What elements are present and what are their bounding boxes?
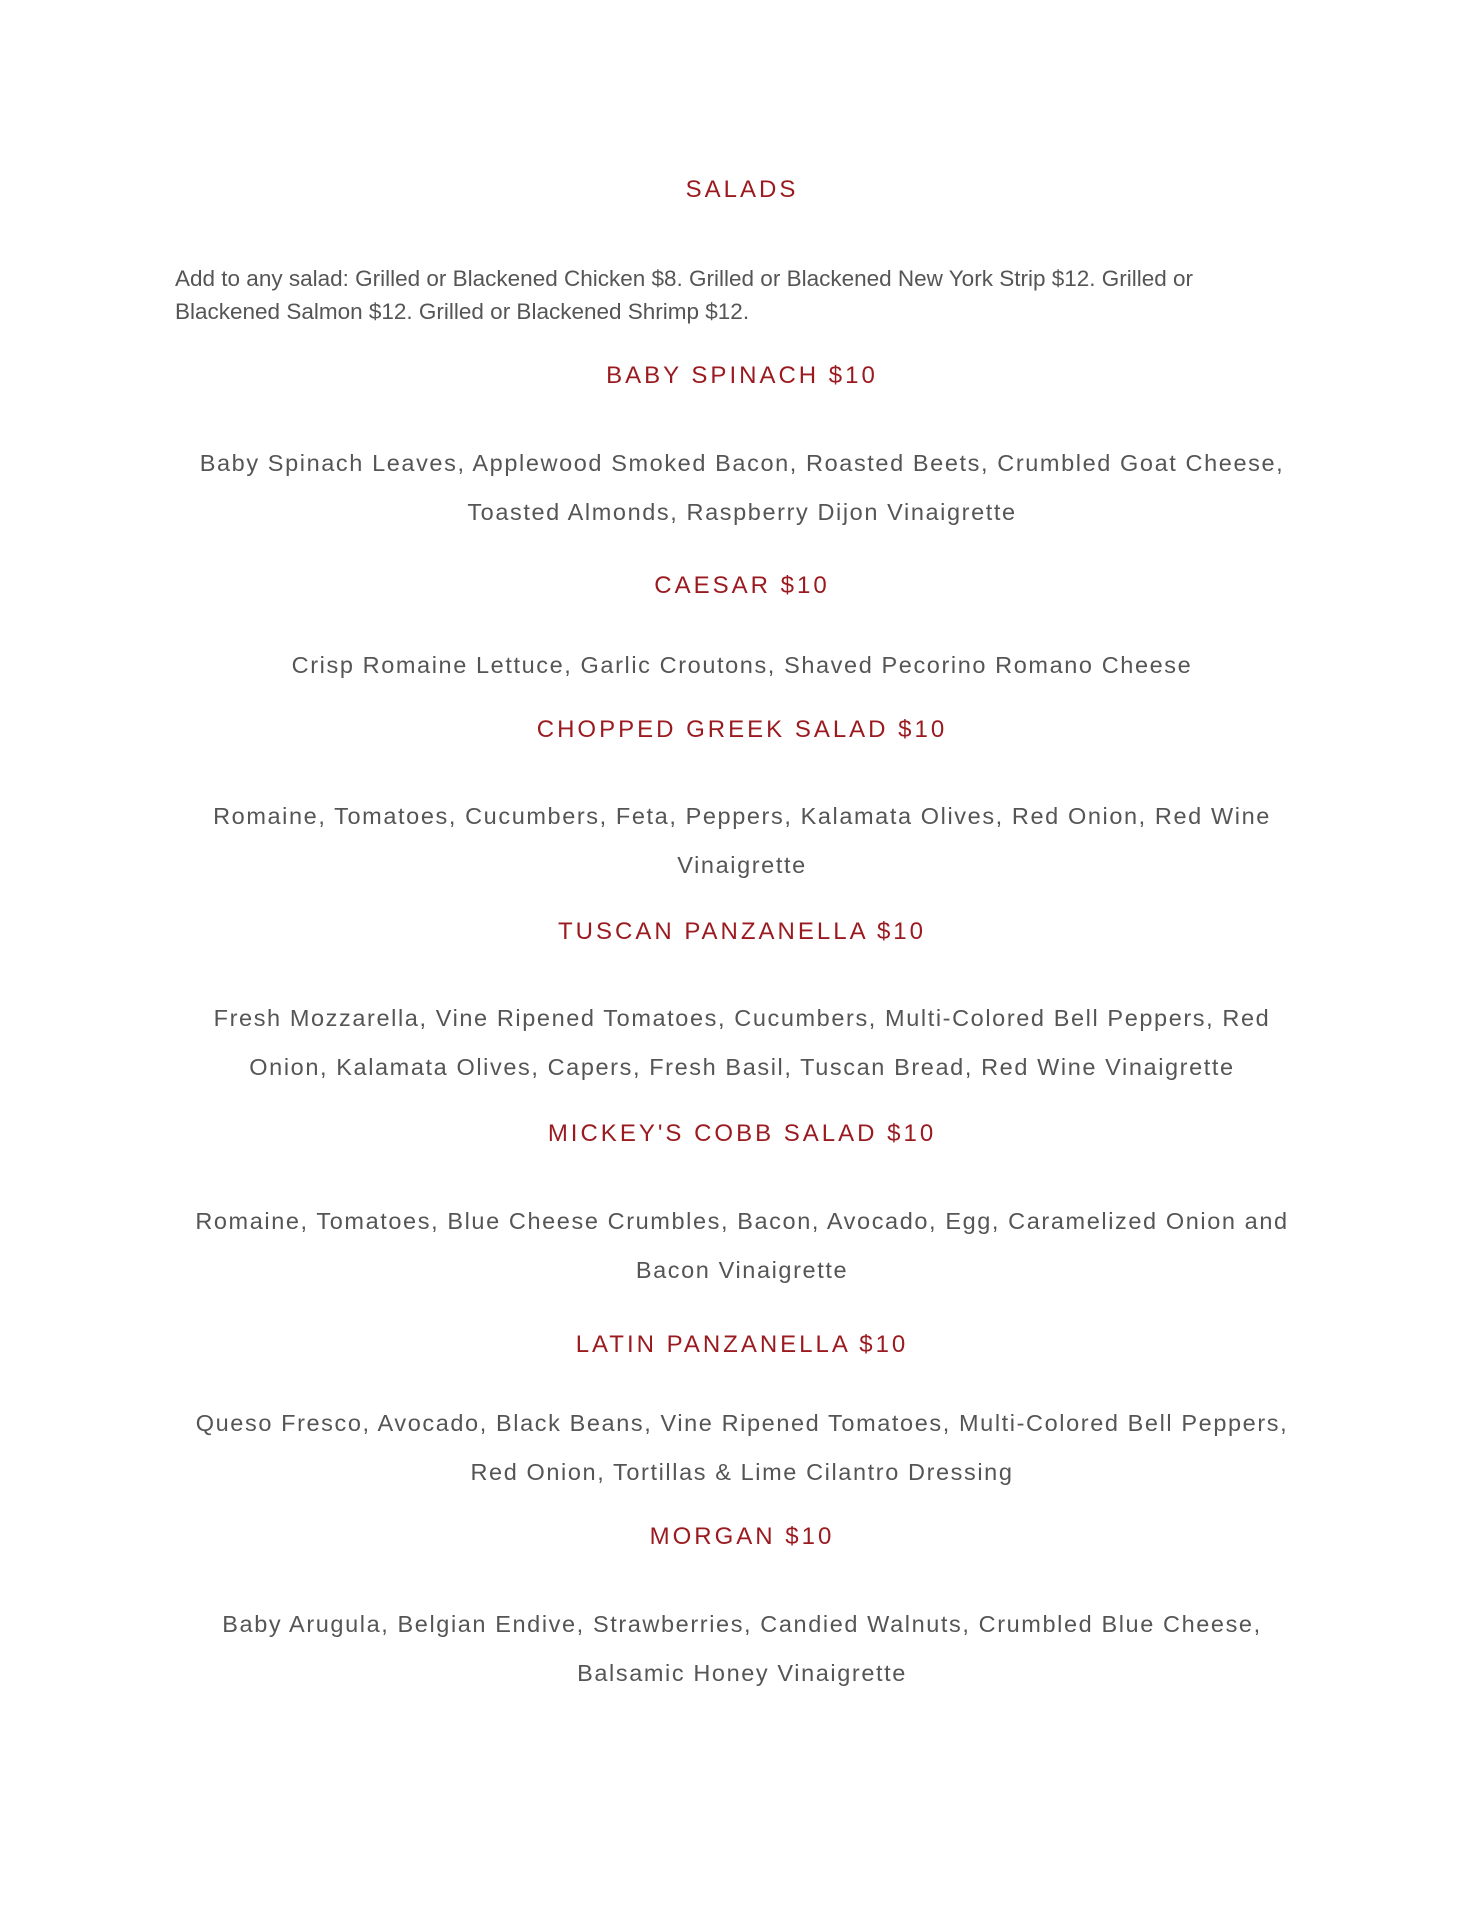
menu-item-description: Baby Arugula, Belgian Endive, Strawberries, Candied Walnuts, Crumbled Blue Cheese, Balsamic Honey Vinaigrette (222, 1611, 1262, 1686)
menu-item-description: Romaine, Tomatoes, Blue Cheese Crumbles, Bacon, Avocado, Egg, Caramelized Onion and Bacon Vinaigrette (195, 1208, 1289, 1283)
menu-item-description: Queso Fresco, Avocado, Black Beans, Vine Ripened Tomatoes, Multi-Colored Bell Peppers, Red Onion, Tortillas & Lime Cilantro Dressing (195, 1410, 1289, 1485)
menu-item-title: CAESAR $10 (654, 572, 830, 599)
menu-item-title: MORGAN $10 (649, 1523, 835, 1550)
menu-item-title: MICKEY'S COBB SALAD $10 (547, 1120, 937, 1147)
menu-item-title: LATIN PANZANELLA $10 (575, 1331, 909, 1358)
menu-item-title: TUSCAN PANZANELLA $10 (557, 918, 926, 945)
section-title: SALADS (685, 176, 799, 203)
menu-item-title: BABY SPINACH $10 (606, 362, 878, 389)
menu-item-description: Baby Spinach Leaves, Applewood Smoked Bacon, Roasted Beets, Crumbled Goat Cheese, Toasted Almonds, Raspberry Dijon Vinaigrette (199, 450, 1285, 525)
salad-add-ons-note: Add to any salad: Grilled or Blackened Chicken $8. Grilled or Blackened New York Strip $12. Grilled or Blackened Salmon $12. Grilled or Blackened Shrimp $12. (175, 266, 1194, 324)
menu-item-description: Romaine, Tomatoes, Cucumbers, Feta, Peppers, Kalamata Olives, Red Onion, Red Wine Vinaigrette (213, 803, 1271, 878)
menu-item-description: Crisp Romaine Lettuce, Garlic Croutons, Shaved Pecorino Romano Cheese (291, 652, 1193, 678)
menu-item-title: CHOPPED GREEK SALAD $10 (536, 716, 948, 743)
menu-item-description: Fresh Mozzarella, Vine Ripened Tomatoes, Cucumbers, Multi-Colored Bell Peppers, Red Onion, Kalamata Olives, Capers, Fresh Basil, Tuscan Bread, Red Wine Vinaigrette (213, 1005, 1271, 1080)
